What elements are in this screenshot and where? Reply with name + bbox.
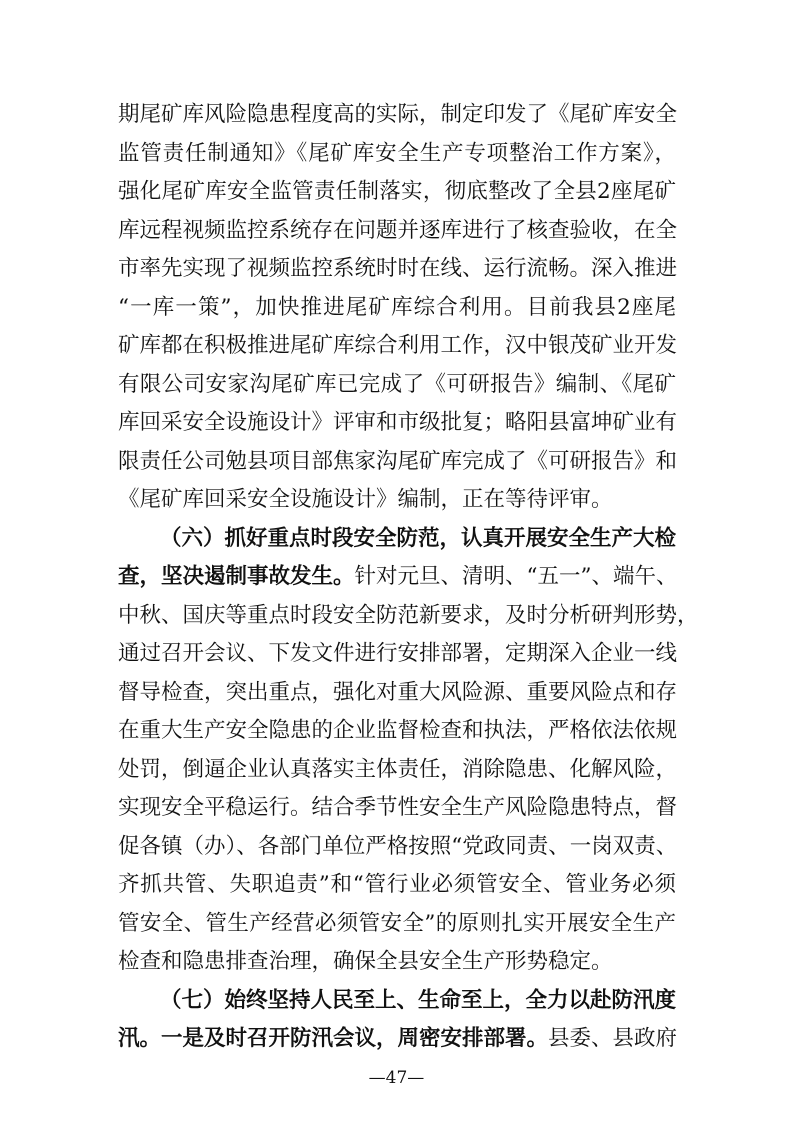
body-text-line: 期尾矿库风险隐患程度高的实际，制定印发了《尾矿库安全 bbox=[118, 102, 678, 127]
body-text-line: 中秋、国庆等重点时段安全防范新要求，及时分析研判形势， bbox=[118, 602, 699, 628]
body-text-line bbox=[118, 1021, 676, 1057]
body-text-line: 通过召开会议、下发文件进行安排部署，定期深入企业一线 bbox=[118, 641, 678, 666]
body-text-line: 库远程视频监控系统存在问题并逐库进行了核查验收，在全 bbox=[118, 217, 678, 243]
body-text-line: 管安全、管生产经营必须管安全”的原则扎实开展安全生产 bbox=[118, 910, 676, 936]
body-text-segment: 针对元旦、清明、“五一”、端午、 bbox=[354, 564, 678, 589]
body-text-line: 市率先实现了视频监控系统时时在线、运行流畅。深入推进 bbox=[118, 256, 678, 281]
section-heading-6: （六）抓好重点时段安全防范，认真开展安全生产大检 bbox=[160, 525, 677, 551]
body-text-line: 在重大生产安全隐患的企业监督检查和执法，严格依法依规 bbox=[118, 718, 678, 743]
body-text-line: 库回采安全设施设计》评审和市级批复；略阳县富坤矿业有 bbox=[118, 410, 678, 435]
body-text-line bbox=[118, 559, 676, 595]
page-number: —47— bbox=[368, 1067, 425, 1088]
body-text-line: 促各镇（办）、各部门单位严格按照“党政同责、一岗双责、 bbox=[118, 833, 678, 859]
body-text-line: 监管责任制通知》《尾矿库安全生产专项整治工作方案》， bbox=[118, 140, 676, 166]
section-heading-7-continued: 汛。 bbox=[118, 1026, 162, 1051]
body-text-line: 处罚，倒逼企业认真落实主体责任，消除隐患、化解风险， bbox=[118, 756, 678, 782]
subheading-point-1: 一是及时召开防汛会议，周密安排部署。 bbox=[161, 1026, 549, 1051]
body-text-line: 实现安全平稳运行。结合季节性安全生产风险隐患特点，督 bbox=[118, 795, 678, 820]
body-text-line: 《尾矿库回采安全设施设计》编制，正在等待评审。 bbox=[118, 487, 613, 512]
section-heading-6-continued: 查，坚决遏制事故发生。 bbox=[118, 564, 355, 589]
body-text-line: 督导检查，突出重点，强化对重大风险源、重要风险点和存 bbox=[118, 679, 678, 705]
body-text-line: “一库一策”，加快推进尾矿库综合利用。目前我县2座尾 bbox=[118, 294, 676, 320]
body-text-line: 齐抓共管、失职追责”和“管行业必须管安全、管业务必须 bbox=[118, 872, 676, 897]
body-text-line: 限责任公司勉县项目部焦家沟尾矿库完成了《可研报告》和 bbox=[118, 448, 678, 474]
body-text-line: 矿库都在积极推进尾矿库综合利用工作，汉中银茂矿业开发 bbox=[118, 333, 678, 358]
body-text-line: 有限公司安家沟尾矿库已完成了《可研报告》编制、《尾矿 bbox=[118, 371, 676, 397]
body-text-line: 检查和隐患排查治理，确保全县安全生产形势稳定。 bbox=[118, 949, 613, 974]
section-heading-7: （七）始终坚持人民至上、生命至上，全力以赴防汛度 bbox=[160, 987, 677, 1013]
body-text-line: 强化尾矿库安全监管责任制落实，彻底整改了全县2座尾矿 bbox=[118, 179, 676, 204]
body-text-segment: 县委、县政府 bbox=[548, 1026, 678, 1051]
